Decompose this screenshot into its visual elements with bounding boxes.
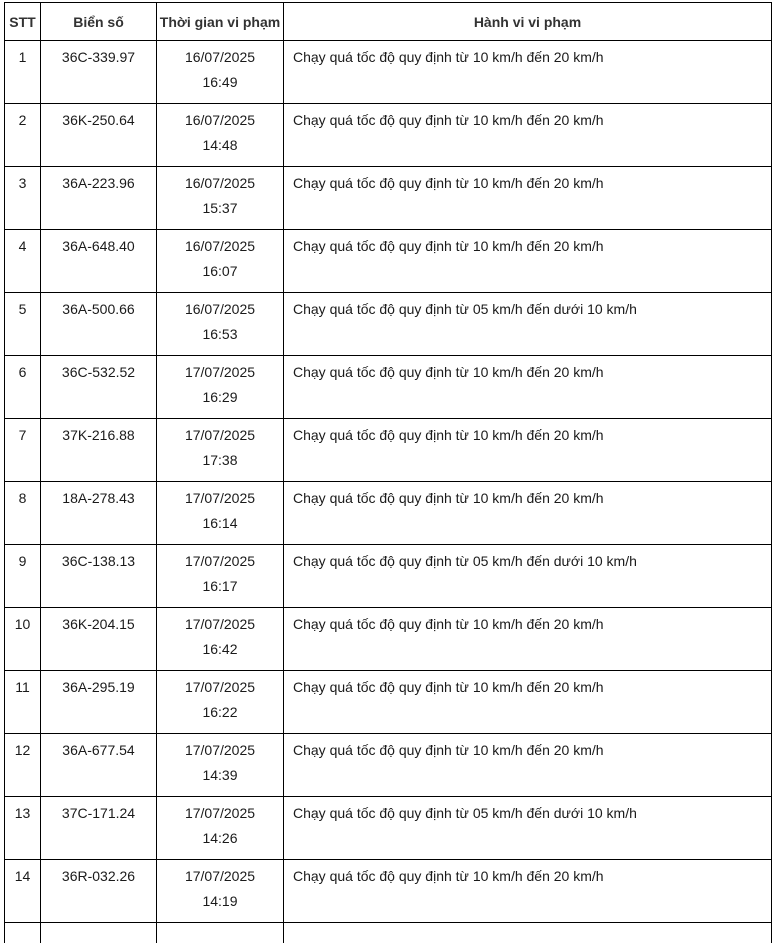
datetime-cell <box>157 230 284 293</box>
violation-cell: Chạy quá tốc độ quy định từ 10 km/h đến 20 km/h <box>284 41 772 104</box>
stt-cell: 14 <box>5 860 41 923</box>
violation-time: 14:19 <box>202 893 238 909</box>
violation-date: 16/07/2025 <box>184 112 256 128</box>
table-row <box>5 104 772 167</box>
plate-cell: 18A-278.43 <box>41 482 157 545</box>
datetime-cell <box>157 104 284 167</box>
plate-cell: 36C-138.13 <box>41 545 157 608</box>
datetime-cell <box>157 482 284 545</box>
stt-cell: 4 <box>5 230 41 293</box>
stt-cell: 1 <box>5 41 41 104</box>
plate-cell: 37K-216.88 <box>41 419 157 482</box>
stt-cell: 5 <box>5 293 41 356</box>
datetime-cell <box>157 734 284 797</box>
empty-cell <box>284 923 772 943</box>
violation-time: 16:07 <box>202 263 238 279</box>
table-row <box>5 293 772 356</box>
stt-cell: 8 <box>5 482 41 545</box>
datetime-cell <box>157 419 284 482</box>
violation-date: 17/07/2025 <box>184 553 256 569</box>
plate-cell: 36K-250.64 <box>41 104 157 167</box>
datetime-cell <box>157 545 284 608</box>
violation-date: 16/07/2025 <box>184 301 256 317</box>
datetime-cell <box>157 167 284 230</box>
table-row <box>5 734 772 797</box>
violation-cell: Chạy quá tốc độ quy định từ 05 km/h đến dưới 10 km/h <box>284 545 772 608</box>
header-row <box>5 3 772 41</box>
stt-cell: 10 <box>5 608 41 671</box>
violation-date: 17/07/2025 <box>184 805 256 821</box>
violation-cell: Chạy quá tốc độ quy định từ 10 km/h đến 20 km/h <box>284 230 772 293</box>
violation-date: 17/07/2025 <box>184 364 256 380</box>
violations-table <box>4 2 772 943</box>
table-row <box>5 482 772 545</box>
violation-date: 17/07/2025 <box>184 616 256 632</box>
table-row <box>5 797 772 860</box>
datetime-cell <box>157 671 284 734</box>
violation-time: 16:22 <box>202 704 238 720</box>
table-row <box>5 356 772 419</box>
violation-time: 16:17 <box>202 578 238 594</box>
violation-date: 16/07/2025 <box>184 238 256 254</box>
column-header-stt: STT <box>5 3 41 41</box>
stt-cell: 11 <box>5 671 41 734</box>
datetime-cell <box>157 41 284 104</box>
table-row <box>5 671 772 734</box>
violation-cell: Chạy quá tốc độ quy định từ 05 km/h đến dưới 10 km/h <box>284 797 772 860</box>
violation-cell: Chạy quá tốc độ quy định từ 10 km/h đến 20 km/h <box>284 356 772 419</box>
plate-cell: 36A-648.40 <box>41 230 157 293</box>
violations-table-body <box>5 41 772 943</box>
violation-time: 16:49 <box>202 74 238 90</box>
table-row <box>5 230 772 293</box>
violation-time: 15:37 <box>202 200 238 216</box>
violation-date: 17/07/2025 <box>184 490 256 506</box>
violation-cell: Chạy quá tốc độ quy định từ 10 km/h đến 20 km/h <box>284 608 772 671</box>
violation-cell: Chạy quá tốc độ quy định từ 10 km/h đến 20 km/h <box>284 860 772 923</box>
plate-cell: 36A-223.96 <box>41 167 157 230</box>
table-row <box>5 860 772 923</box>
violation-date: 16/07/2025 <box>184 175 256 191</box>
stt-cell: 12 <box>5 734 41 797</box>
stt-cell: 9 <box>5 545 41 608</box>
violation-time: 14:39 <box>202 767 238 783</box>
stt-cell: 7 <box>5 419 41 482</box>
violation-time: 17:38 <box>202 452 238 468</box>
violation-cell: Chạy quá tốc độ quy định từ 10 km/h đến 20 km/h <box>284 419 772 482</box>
table-row-partial <box>5 923 772 943</box>
violations-table-header <box>5 3 772 41</box>
column-header-plate: Biển số <box>41 3 157 41</box>
column-header-time: Thời gian vi phạm <box>157 3 284 41</box>
violation-time: 14:26 <box>202 830 238 846</box>
violation-cell: Chạy quá tốc độ quy định từ 10 km/h đến 20 km/h <box>284 167 772 230</box>
violation-date: 17/07/2025 <box>184 679 256 695</box>
violation-cell: Chạy quá tốc độ quy định từ 10 km/h đến 20 km/h <box>284 482 772 545</box>
violation-date: 17/07/2025 <box>184 427 256 443</box>
violation-time: 14:48 <box>202 137 238 153</box>
table-row <box>5 419 772 482</box>
plate-cell: 36A-677.54 <box>41 734 157 797</box>
violation-cell: Chạy quá tốc độ quy định từ 10 km/h đến 20 km/h <box>284 104 772 167</box>
violation-time: 16:29 <box>202 389 238 405</box>
violation-time: 16:14 <box>202 515 238 531</box>
table-row <box>5 608 772 671</box>
stt-cell: 2 <box>5 104 41 167</box>
violation-time: 16:42 <box>202 641 238 657</box>
column-header-violation: Hành vi vi phạm <box>284 3 772 41</box>
violation-time: 16:53 <box>202 326 238 342</box>
table-row <box>5 167 772 230</box>
plate-cell: 36C-532.52 <box>41 356 157 419</box>
violation-cell: Chạy quá tốc độ quy định từ 05 km/h đến dưới 10 km/h <box>284 293 772 356</box>
table-row <box>5 41 772 104</box>
violation-date: 17/07/2025 <box>184 742 256 758</box>
empty-cell <box>5 923 41 943</box>
datetime-cell <box>157 860 284 923</box>
plate-cell: 36C-339.97 <box>41 41 157 104</box>
empty-cell <box>157 923 284 943</box>
datetime-cell <box>157 608 284 671</box>
plate-cell: 37C-171.24 <box>41 797 157 860</box>
violation-date: 16/07/2025 <box>184 49 256 65</box>
plate-cell: 36K-204.15 <box>41 608 157 671</box>
datetime-cell <box>157 293 284 356</box>
datetime-cell <box>157 356 284 419</box>
table-row <box>5 545 772 608</box>
plate-cell: 36A-500.66 <box>41 293 157 356</box>
violation-cell: Chạy quá tốc độ quy định từ 10 km/h đến 20 km/h <box>284 734 772 797</box>
plate-cell: 36R-032.26 <box>41 860 157 923</box>
empty-cell <box>41 923 157 943</box>
plate-cell: 36A-295.19 <box>41 671 157 734</box>
violation-date: 17/07/2025 <box>184 868 256 884</box>
stt-cell: 13 <box>5 797 41 860</box>
violation-cell: Chạy quá tốc độ quy định từ 10 km/h đến 20 km/h <box>284 671 772 734</box>
datetime-cell <box>157 797 284 860</box>
stt-cell: 3 <box>5 167 41 230</box>
stt-cell: 6 <box>5 356 41 419</box>
